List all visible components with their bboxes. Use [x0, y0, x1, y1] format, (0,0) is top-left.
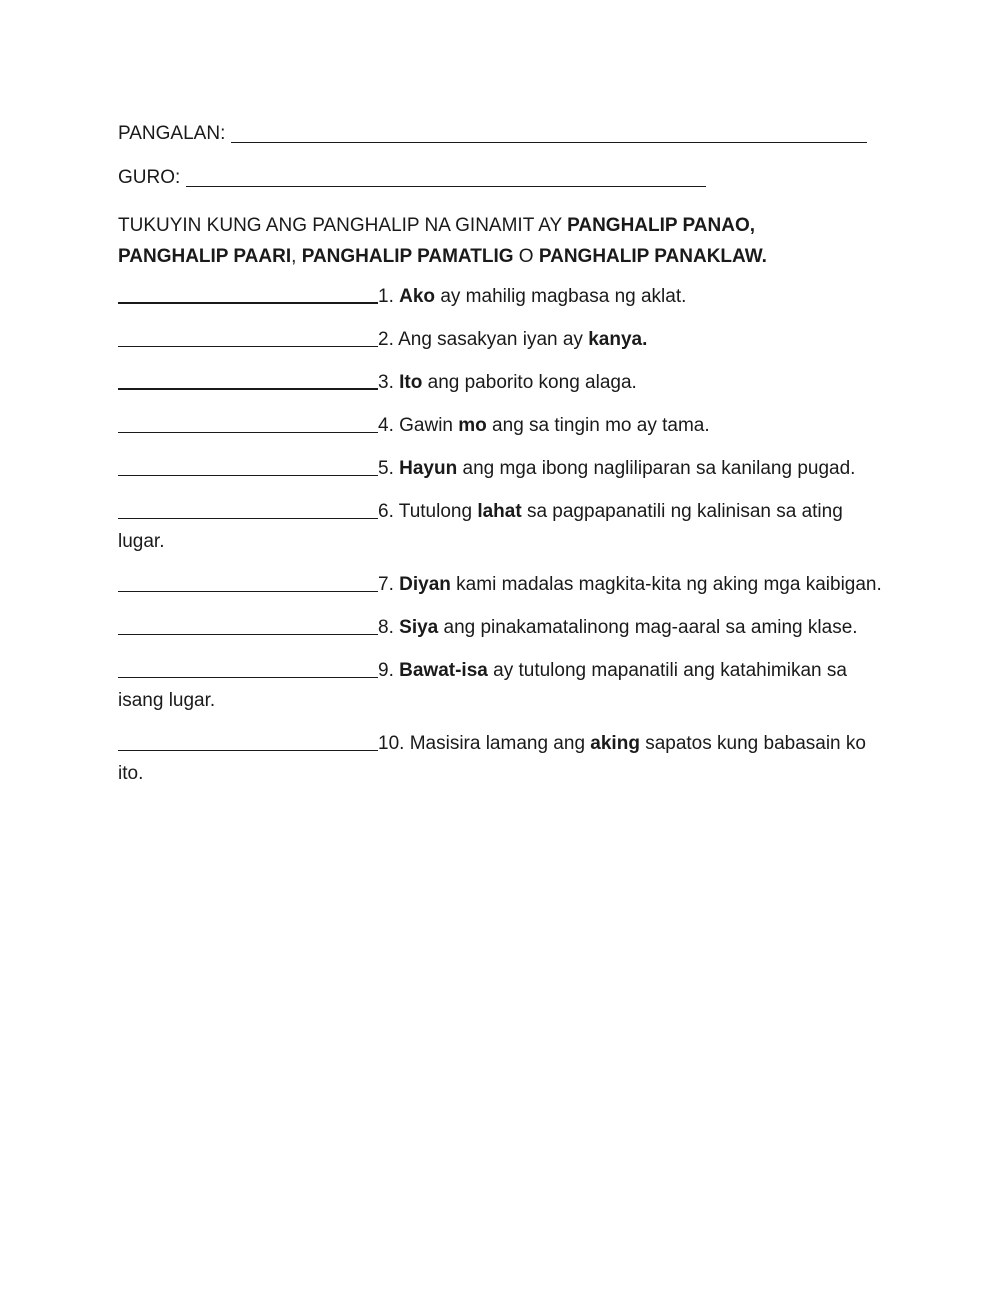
- answer-blank[interactable]: [118, 504, 378, 519]
- item-number: 7.: [378, 574, 394, 595]
- answer-blank[interactable]: [118, 374, 378, 390]
- item-text: kami madalas magkita-kita ng aking mga kaibigan.: [450, 574, 882, 595]
- item-text: ang mga ibong nagliliparan sa kanilang pugad.: [457, 458, 856, 479]
- item-pronoun: Bawat-isa: [399, 660, 488, 681]
- item-pronoun: Siya: [399, 617, 439, 638]
- list-item: [118, 282, 888, 312]
- item-text: ang paborito kong alaga.: [422, 372, 637, 393]
- item-pronoun: kanya.: [588, 329, 648, 350]
- answer-blank[interactable]: [118, 736, 378, 751]
- item-text: Tutulong: [393, 501, 478, 522]
- item-text: Masisira lamang ang: [404, 733, 591, 754]
- instructions-panaklaw: PANGHALIP PANAKLAW.: [538, 246, 767, 267]
- list-item: [118, 570, 888, 600]
- name-field-row: [118, 112, 888, 156]
- instructions-pamatlig: PANGHALIP PAMATLIG: [301, 246, 514, 267]
- teacher-label: GURO:: [118, 167, 181, 188]
- item-text: Gawin: [393, 415, 459, 436]
- item-number: 2.: [378, 329, 394, 350]
- list-item: [118, 454, 888, 484]
- list-item: [118, 613, 888, 643]
- answer-blank[interactable]: [118, 461, 378, 476]
- answer-blank[interactable]: [118, 663, 378, 678]
- instructions-panao: PANGHALIP PANAO,: [567, 215, 755, 236]
- item-number: 4.: [378, 415, 394, 436]
- list-item: [118, 497, 888, 557]
- item-text: ay tutulong mapanatili ang katahimikan sa isang lugar.: [118, 660, 847, 711]
- item-number: 9.: [378, 660, 394, 681]
- item-pronoun: Hayun: [399, 458, 458, 479]
- instructions-text: TUKUYIN KUNG ANG PANGHALIP NA GINAMIT AY: [118, 215, 568, 236]
- item-pronoun: Ako: [399, 286, 436, 307]
- worksheet: [118, 112, 888, 802]
- item-pronoun: Diyan: [399, 574, 451, 595]
- item-pronoun: aking: [590, 733, 640, 754]
- item-text: Ang sasakyan iyan ay: [393, 329, 589, 350]
- item-text: ay mahilig magbasa ng aklat.: [435, 286, 687, 307]
- instructions-or: O: [513, 246, 539, 267]
- name-blank[interactable]: [231, 128, 867, 143]
- answer-blank[interactable]: [118, 332, 378, 347]
- instructions-sep: ,: [291, 246, 302, 267]
- list-item: [118, 411, 888, 441]
- item-number: 10.: [378, 733, 405, 754]
- item-text: sapatos kung babasain ko ito.: [118, 733, 866, 784]
- item-number: 1.: [378, 286, 394, 307]
- teacher-field-row: [118, 156, 888, 200]
- item-text: ang pinakamatalinong mag-aaral sa aming klase.: [438, 617, 858, 638]
- item-number: 8.: [378, 617, 394, 638]
- item-number: 5.: [378, 458, 394, 479]
- instructions: [118, 210, 888, 272]
- item-pronoun: Ito: [399, 372, 423, 393]
- list-item: [118, 325, 888, 355]
- answer-blank[interactable]: [118, 620, 378, 635]
- item-pronoun: lahat: [477, 501, 522, 522]
- name-label: PANGALAN:: [118, 123, 226, 144]
- answer-blank[interactable]: [118, 288, 378, 304]
- teacher-blank[interactable]: [186, 172, 706, 187]
- list-item: [118, 729, 888, 789]
- item-number: 3.: [378, 372, 394, 393]
- item-pronoun: mo: [458, 415, 487, 436]
- item-text: sa pagpapanatili ng kalinisan sa ating lugar.: [118, 501, 843, 552]
- item-text: ang sa tingin mo ay tama.: [486, 415, 710, 436]
- list-item: [118, 656, 888, 716]
- answer-blank[interactable]: [118, 577, 378, 592]
- instructions-paari: PANGHALIP PAARI: [118, 246, 292, 267]
- item-number: 6.: [378, 501, 394, 522]
- list-item: [118, 368, 888, 398]
- answer-blank[interactable]: [118, 418, 378, 433]
